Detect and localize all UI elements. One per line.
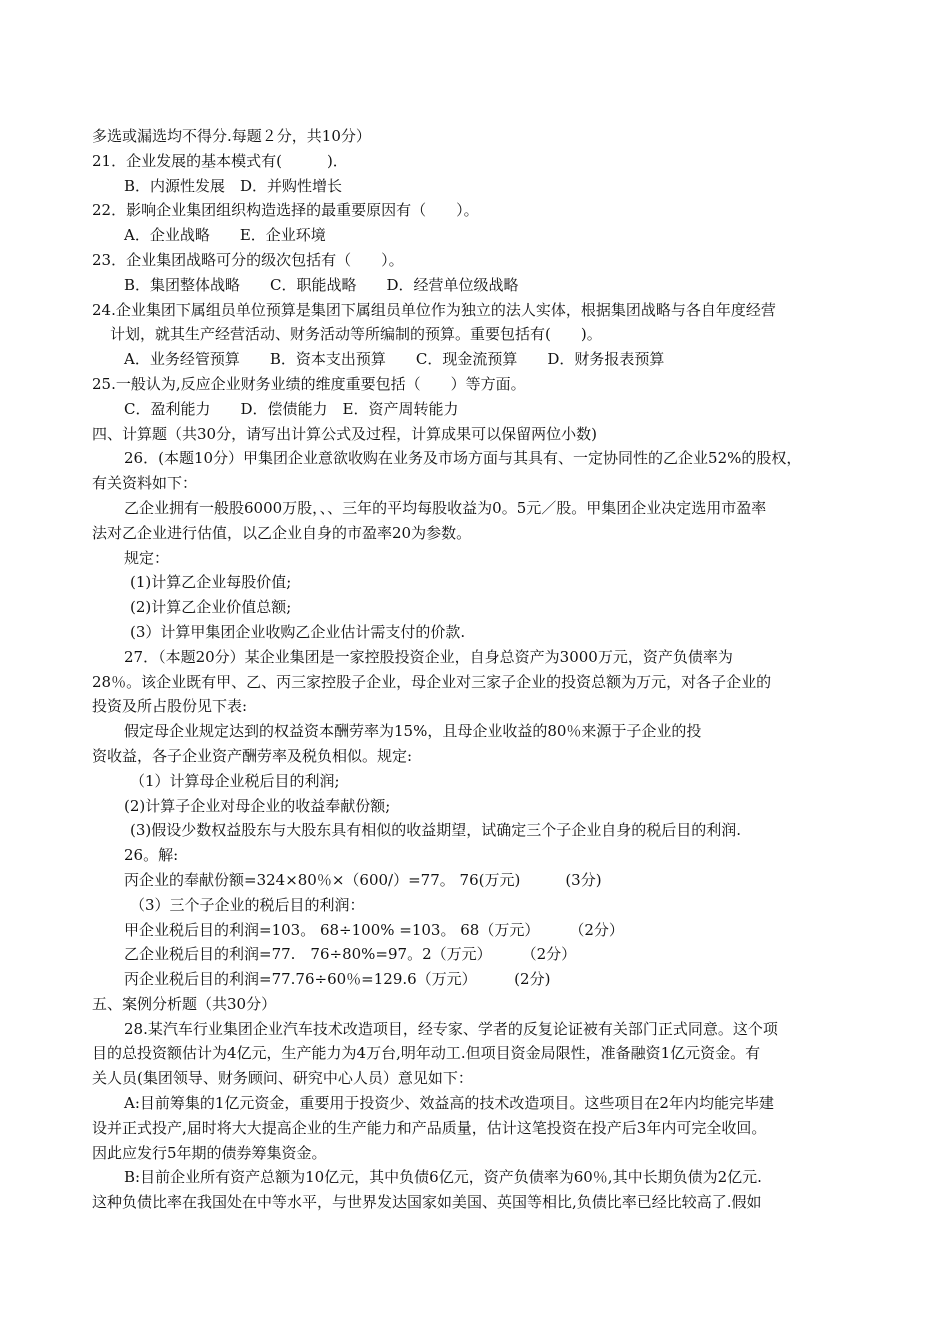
question-26: 26．(本题10分）甲集团企业意欲收购在业务及市场方面与其具有、一定协同性的乙企业52%的股权， bbox=[124, 449, 802, 468]
sub-item: (2)计算乙企业价值总额; bbox=[130, 598, 292, 617]
text-line: B:目前企业所有资产总额为10亿元，其中负债6亿元，资产负债率为60％,其中长期负债为2亿元. bbox=[124, 1168, 762, 1187]
text-line: 这种负债比率在我国处在中等水平，与世界发达国家如美国、英国等相比,负债比率已经比较高了.假如 bbox=[92, 1193, 762, 1212]
question-22-options: A．企业战略 E．企业环境 bbox=[124, 226, 326, 245]
text-line: 法对乙企业进行估值，以乙企业自身的市盈率20为参数。 bbox=[92, 523, 472, 542]
answer-line: 乙企业税后目的利润=77. 76÷80%=97。2（万元） （2分） bbox=[124, 945, 577, 964]
question-23-options: B．集团整体战略 C．职能战略 D．经营单位级战略 bbox=[124, 275, 519, 294]
question-24-options: A．业务经管预算 B．资本支出预算 C．现金流预算 D．财务报表预算 bbox=[124, 350, 665, 369]
question-23: 23．企业集团战略可分的级次包括有（ ）。 bbox=[92, 250, 404, 269]
section-heading-case: 五、案例分析题（共30分） bbox=[92, 994, 277, 1013]
sub-item: （1）计算母企业税后目的利润; bbox=[130, 771, 340, 790]
answer-line: （3）三个子企业的税后目的利润： bbox=[130, 895, 365, 914]
text-line: 有关资料如下： bbox=[92, 474, 198, 493]
text-line: 目的总投资额估计为4亿元，生产能力为4万台,明年动工.但项目资金局限性，准备融资1亿元资金。有 bbox=[92, 1044, 761, 1063]
question-25-options: C．盈利能力 D．偿债能力 E．资产周转能力 bbox=[124, 399, 459, 418]
question-21: 21．企业发展的基本模式有( )． bbox=[92, 151, 348, 170]
question-25: 25.一般认为,反应企业财务业绩的维度重要包括（ ）等方面。 bbox=[92, 374, 526, 393]
question-27: 27．（本题20分）某企业集团是一家控股投资企业，自身总资产为3000万元，资产负债率为 bbox=[124, 647, 733, 666]
text-line: 因此应发行5年期的债券筹集资金。 bbox=[92, 1143, 327, 1162]
text-line: 规定： bbox=[124, 548, 170, 567]
answer-line: 丙企业税后目的利润=77.76÷60％=129.6（万元） (2分) bbox=[124, 970, 551, 989]
text-line: 乙企业拥有一般股6000万股，、、三年的平均每股收益为0。5元／股。甲集团企业决定选用市盈率 bbox=[124, 498, 767, 517]
text-line: 假定母企业规定达到的权益资本酬劳率为15%，且母企业收益的80％来源于子企业的投 bbox=[124, 722, 702, 741]
answer-line: 甲企业税后目的利润=103。 68÷100% =103。 68（万元） （2分） bbox=[124, 920, 624, 939]
question-24-continued: 计划，就其生产经营活动、财务活动等所编制的预算。重要包括有( )。 bbox=[110, 325, 602, 344]
text-line: 多选或漏选均不得分.每题２分，共10分） bbox=[92, 127, 371, 145]
text-line: A:目前筹集的1亿元资金，重要用于投资少、效益高的技术改造项目。这些项目在2年内均能完毕建 bbox=[124, 1094, 774, 1113]
sub-item: (2)计算子企业对母企业的收益奉献份额; bbox=[124, 796, 391, 815]
sub-item: (3)假设少数权益股东与大股东具有相似的收益期望，试确定三个子企业自身的税后目的利润. bbox=[130, 821, 742, 840]
sub-item: (1)计算乙企业每股价值; bbox=[130, 573, 292, 592]
question-28: 28.某汽车行业集团企业汽车技术改造项目，经专家、学者的反复论证被有关部门正式同意。这个项 bbox=[124, 1019, 778, 1038]
text-line: 关人员(集团领导、财务顾问、研究中心人员）意见如下： bbox=[92, 1069, 473, 1088]
answer-line: 丙企业的奉献份额=324×80％×（600/）=77。 76(万元) (3分) bbox=[124, 870, 602, 889]
answer-heading: 26。解: bbox=[124, 846, 179, 865]
question-24: 24.企业集团下属组员单位预算是集团下属组员单位作为独立的法人实体，根据集团战略与各自年度经营 bbox=[92, 300, 776, 319]
text-line: 资收益，各子企业资产酬劳率及税负相似。规定: bbox=[92, 746, 413, 765]
question-22: 22．影响企业集团组织构造选择的最重要原因有（ ）。 bbox=[92, 201, 479, 220]
question-21-options: B．内源性发展 D．并购性增长 bbox=[124, 176, 343, 195]
sub-item: (3）计算甲集团企业收购乙企业估计需支付的价款. bbox=[130, 622, 466, 641]
text-line: 投资及所占股份见下表: bbox=[92, 697, 248, 716]
text-line: 设并正式投产,届时将大大提高企业的生产能力和产品质量，估计这笔投资在投产后3年内可完全收回。 bbox=[92, 1118, 767, 1137]
text-line: 28％。该企业既有甲、乙、丙三家控股子企业，母企业对三家子企业的投资总额为万元，对各子企业的 bbox=[92, 672, 772, 691]
document-body bbox=[92, 124, 872, 1215]
section-heading-calculation: 四、计算题（共30分，请写出计算公式及过程，计算成果可以保留两位小数) bbox=[92, 424, 597, 443]
